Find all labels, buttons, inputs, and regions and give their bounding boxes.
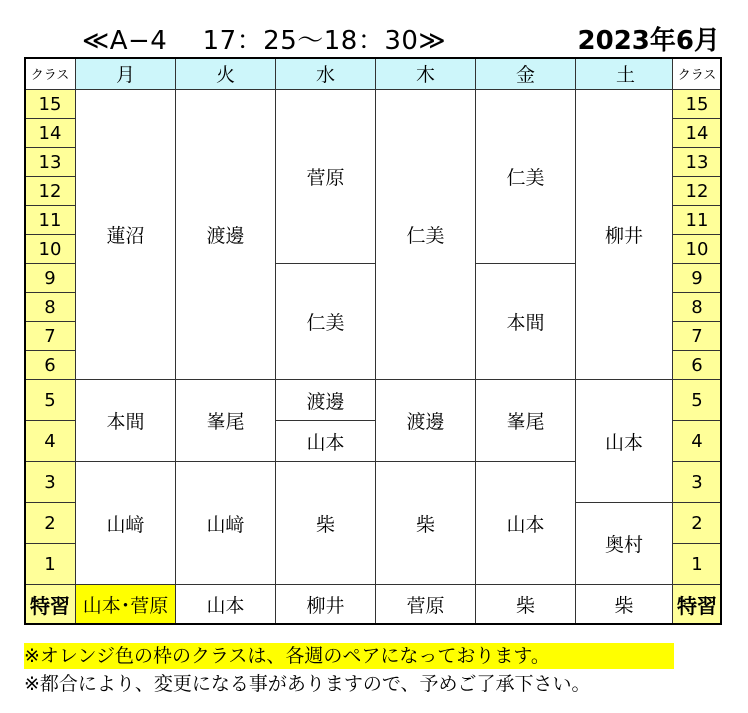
note-pair-classes: ※オレンジ色の枠のクラスは、各週のペアになっております。 (24, 643, 674, 669)
class-cell: 柴 (275, 461, 376, 585)
level-right: 7 (672, 321, 722, 351)
level-left: 10 (24, 234, 76, 264)
level-left: 7 (24, 321, 76, 351)
class-cell: 本間 (475, 263, 576, 380)
level-left: 15 (24, 89, 76, 119)
level-right: 9 (672, 263, 722, 293)
level-right: 8 (672, 292, 722, 322)
level-left: 1 (24, 543, 76, 585)
level-left: 5 (24, 379, 76, 421)
level-right: 3 (672, 461, 722, 503)
class-cell: 菅原 (275, 89, 376, 264)
special-cell-mon: 山本･菅原 (75, 584, 176, 625)
day-header-thu: 木 (375, 57, 476, 90)
level-right: 5 (672, 379, 722, 421)
class-cell: 山本 (575, 379, 673, 503)
class-cell: 蓮沼 (75, 89, 176, 380)
timetable (24, 57, 722, 625)
level-left: 6 (24, 350, 76, 380)
class-cell: 渡邊 (175, 89, 276, 380)
class-cell: 峯尾 (175, 379, 276, 462)
class-cell: 柳井 (575, 89, 673, 380)
level-left: 3 (24, 461, 76, 503)
schedule-title: ≪A−4 17：25〜18：30≫ (82, 26, 447, 56)
level-left: 9 (24, 263, 76, 293)
note-schedule-change: ※都合により、変更になる事がありますので、予めご了承下さい。 (24, 673, 591, 695)
class-cell: 仁美 (475, 89, 576, 264)
level-left: 11 (24, 205, 76, 235)
level-left: 2 (24, 502, 76, 544)
month-label: 2023年6月 (577, 26, 720, 56)
level-right: 2 (672, 502, 722, 544)
class-cell: 仁美 (375, 89, 476, 380)
class-cell: 渡邊 (375, 379, 476, 462)
class-cell: 山本 (475, 461, 576, 585)
level-right: 12 (672, 176, 722, 206)
level-right: 6 (672, 350, 722, 380)
special-cell-tue: 山本 (175, 584, 276, 625)
class-cell: 仁美 (275, 263, 376, 380)
class-cell: 渡邊 (275, 379, 376, 421)
day-header-fri: 金 (475, 57, 576, 90)
level-left: 14 (24, 118, 76, 148)
class-cell: 柴 (375, 461, 476, 585)
day-header-mon: 月 (75, 57, 176, 90)
level-left: 13 (24, 147, 76, 177)
special-cell-sat: 柴 (575, 584, 673, 625)
day-header-sat: 土 (575, 57, 676, 90)
special-label-left: 特習 (24, 584, 76, 625)
special-label-right: 特習 (672, 584, 722, 625)
day-header-tue: 火 (175, 57, 276, 90)
level-right: 4 (672, 420, 722, 462)
level-left: 8 (24, 292, 76, 322)
class-header-right: クラス (672, 57, 722, 90)
class-cell: 峯尾 (475, 379, 576, 462)
level-right: 11 (672, 205, 722, 235)
level-right: 13 (672, 147, 722, 177)
class-cell: 山﨑 (75, 461, 176, 585)
class-cell: 奥村 (575, 502, 673, 585)
special-cell-fri: 柴 (475, 584, 576, 625)
level-left: 4 (24, 420, 76, 462)
class-cell: 本間 (75, 379, 176, 462)
level-left: 12 (24, 176, 76, 206)
level-right: 15 (672, 89, 722, 119)
special-cell-wed: 柳井 (275, 584, 376, 625)
class-header-left: クラス (24, 57, 76, 90)
special-cell-thu: 菅原 (375, 584, 476, 625)
class-cell: 山本 (275, 420, 376, 462)
class-cell: 山﨑 (175, 461, 276, 585)
day-header-wed: 水 (275, 57, 376, 90)
level-right: 1 (672, 543, 722, 585)
level-right: 14 (672, 118, 722, 148)
level-right: 10 (672, 234, 722, 264)
